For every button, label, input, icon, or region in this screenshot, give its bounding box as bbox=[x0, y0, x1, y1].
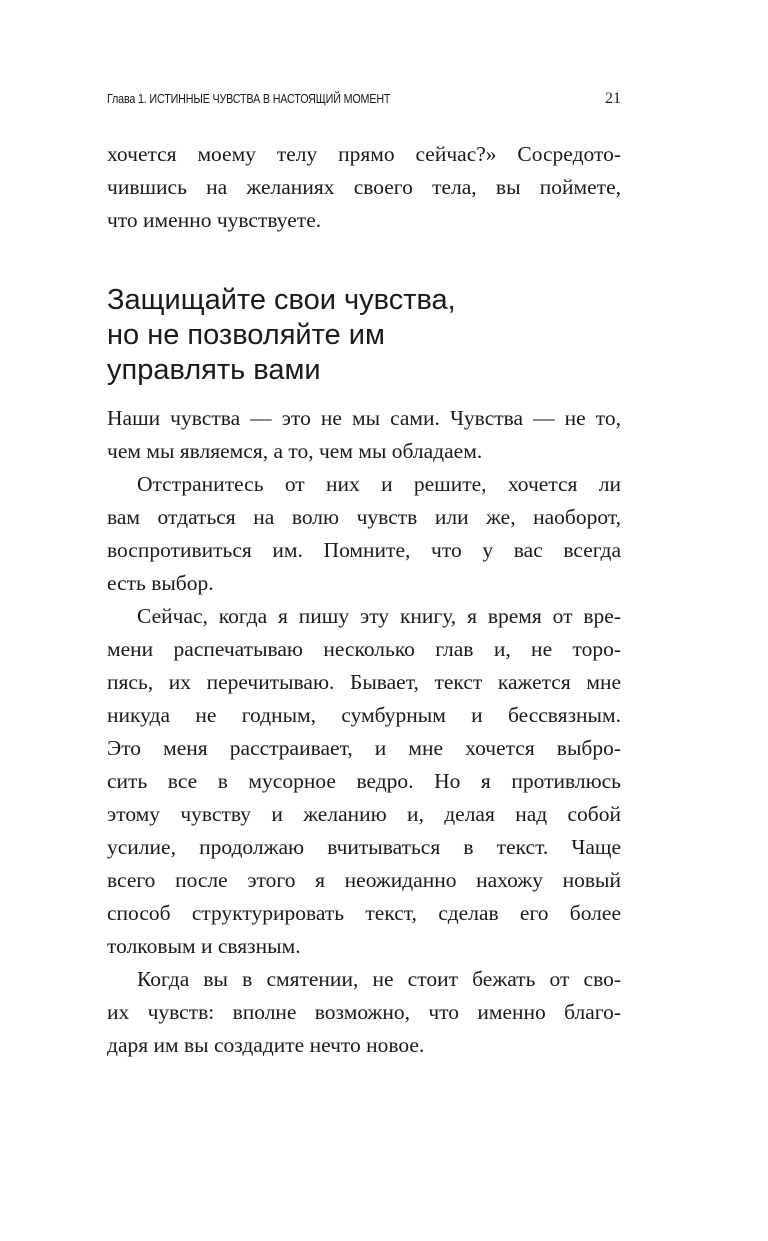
text-line: чившись на желаниях своего тела, вы поймете, bbox=[107, 175, 621, 199]
text-line: чем мы являемся, а то, чем мы обладаем. bbox=[107, 439, 483, 463]
text-line: вам отдаться на волю чувств или же, наоборот, bbox=[107, 505, 621, 529]
text-line: сить все в мусорное ведро. Но я противлюсь bbox=[107, 769, 621, 793]
text-line: Сейчас, когда я пишу эту книгу, я время от вре- bbox=[137, 604, 621, 628]
paragraph bbox=[107, 468, 621, 600]
section-heading-line: Защищайте свои чувства, bbox=[107, 284, 456, 316]
text-line: Отстранитесь от них и решите, хочется ли bbox=[137, 472, 621, 496]
text-line: мени распечатываю несколько глав и, не торо- bbox=[107, 637, 621, 661]
text-line: никуда не годным, сумбурным и бессвязным. bbox=[107, 703, 621, 727]
text-line: толковым и связным. bbox=[107, 934, 301, 958]
opening-paragraph bbox=[107, 138, 621, 237]
text-line: Наши чувства — это не мы сами. Чувства — не то, bbox=[107, 406, 621, 430]
page-number: 21 bbox=[605, 90, 621, 107]
running-head: Глава 1. ИСТИННЫЕ ЧУВСТВА В НАСТОЯЩИЙ МОМЕНТ bbox=[107, 92, 391, 106]
text-line: усилие, продолжаю вчитываться в текст. Чаще bbox=[107, 835, 621, 859]
text-line: способ структурировать текст, сделав его более bbox=[107, 901, 621, 925]
section-heading-line: управлять вами bbox=[107, 354, 321, 386]
section-heading bbox=[107, 283, 621, 388]
text-line: этому чувству и желанию и, делая над собой bbox=[107, 802, 621, 826]
text-line: что именно чувствуете. bbox=[107, 208, 322, 232]
paragraph bbox=[107, 402, 621, 468]
page-header bbox=[107, 92, 621, 114]
section-heading-line: но не позволяйте им bbox=[107, 319, 385, 351]
text-line: воспротивиться им. Помните, что у вас всегда bbox=[107, 538, 621, 562]
text-line: Когда вы в смятении, не стоит бежать от сво- bbox=[137, 967, 621, 991]
text-line: Это меня расстраивает, и мне хочется выбро- bbox=[107, 736, 621, 760]
text-line: пясь, их перечитываю. Бывает, текст кажется мне bbox=[107, 670, 621, 694]
paragraph bbox=[107, 963, 621, 1062]
text-line: хочется моему телу прямо сейчас?» Сосредото- bbox=[107, 142, 621, 166]
text-line: их чувств: вполне возможно, что именно благо- bbox=[107, 1000, 621, 1024]
text-line: всего после этого я неожиданно нахожу новый bbox=[107, 868, 621, 892]
paragraph bbox=[107, 600, 621, 963]
text-line: даря им вы создадите нечто новое. bbox=[107, 1033, 425, 1057]
text-line: есть выбор. bbox=[107, 571, 214, 595]
section-body bbox=[107, 402, 621, 1062]
